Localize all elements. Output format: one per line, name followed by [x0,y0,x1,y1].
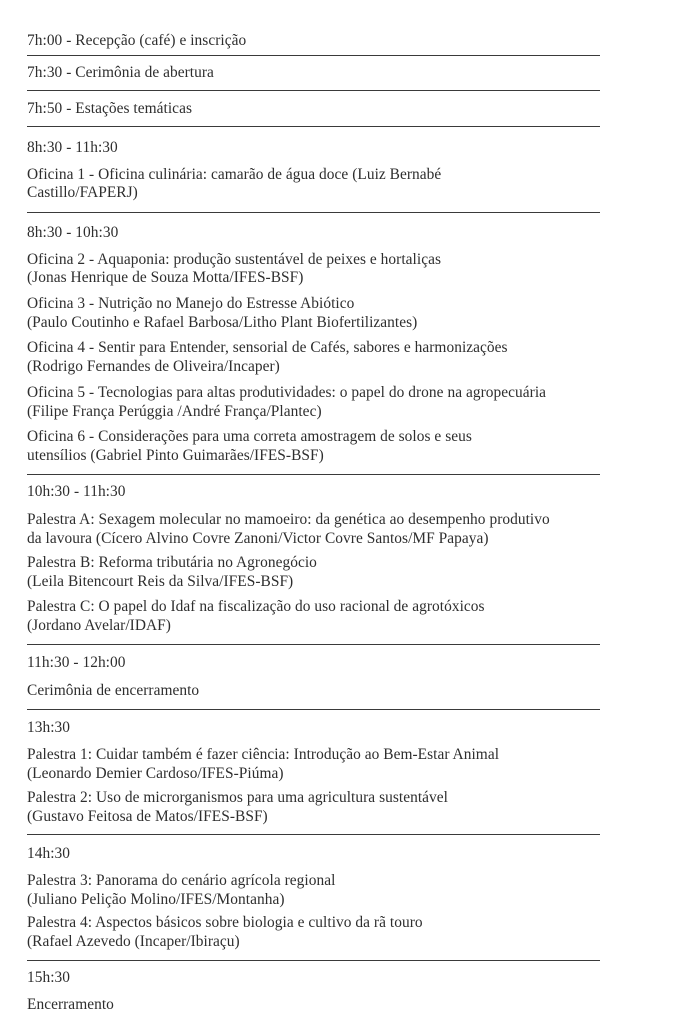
entry-line: Palestra 3: Panorama do cenário agrícola regional [27,872,336,889]
block-time: 8h:30 - 10h:30 [27,224,119,241]
entry-line: (Juliano Pelição Molino/IFES/Montanha) [27,891,285,908]
divider [27,960,600,961]
block-time: 10h:30 - 11h:30 [27,483,126,500]
entry-line: Castillo/FAPERJ) [27,184,138,201]
entry-line: Oficina 6 - Considerações para uma correta amostragem de solos e seus [27,428,472,445]
block-time: 13h:30 [27,719,71,736]
divider [27,709,600,710]
entry-line: (Rafael Azevedo (Incaper/Ibiraçu) [27,933,240,950]
entry-line: (Gustavo Feitosa de Matos/IFES-BSF) [27,808,268,825]
entry-line: Oficina 4 - Sentir para Entender, sensorial de Cafés, sabores e harmonizações [27,339,508,356]
entry-line: Palestra A: Sexagem molecular no mamoeiro: da genética ao desempenho produtivo [27,511,550,528]
entry-line: utensílios (Gabriel Pinto Guimarães/IFES-BSF) [27,447,324,464]
entry-line: (Leonardo Demier Cardoso/IFES-Piúma) [27,765,284,782]
schedule-item-recepcao: 7h:00 - Recepção (café) e inscrição [27,32,247,49]
entry-line: Palestra C: O papel do Idaf na fiscalização do uso racional de agrotóxicos [27,598,485,615]
divider [27,474,600,475]
entry-line: (Filipe França Perúggia /André França/Plantec) [27,403,322,420]
entry-line: (Leila Bitencourt Reis da Silva/IFES-BSF) [27,573,294,590]
entry-line: Oficina 3 - Nutrição no Manejo do Estresse Abiótico [27,295,355,312]
block-time: 8h:30 - 11h:30 [27,139,118,156]
block-time: 14h:30 [27,845,71,862]
entry-line: Encerramento [27,996,114,1013]
entry-line: Oficina 5 - Tecnologias para altas produtividades: o papel do drone na agropecuária [27,384,547,401]
divider [27,55,600,56]
entry-line: da lavoura (Cícero Alvino Covre Zanoni/Victor Covre Santos/MF Papaya) [27,530,489,547]
divider [27,90,600,91]
block-time: 15h:30 [27,969,71,986]
divider [27,834,600,835]
entry-line: (Jonas Henrique de Souza Motta/IFES-BSF) [27,269,304,286]
schedule-item-estacoes: 7h:50 - Estações temáticas [27,100,192,117]
entry-line: Palestra 2: Uso de microrganismos para uma agricultura sustentável [27,789,449,806]
divider [27,212,600,213]
entry-line: Oficina 1 - Oficina culinária: camarão de água doce (Luiz Bernabé [27,166,442,183]
entry-line: Palestra 1: Cuidar também é fazer ciência: Introdução ao Bem-Estar Animal [27,746,500,763]
schedule-item-abertura: 7h:30 - Cerimônia de abertura [27,64,214,81]
entry-line: (Jordano Avelar/IDAF) [27,617,171,634]
entry-line: (Rodrigo Fernandes de Oliveira/Incaper) [27,358,280,375]
entry-line: Cerimônia de encerramento [27,682,200,699]
entry-line: (Paulo Coutinho e Rafael Barbosa/Litho Plant Biofertilizantes) [27,314,418,331]
entry-line: Oficina 2 - Aquaponia: produção sustentável de peixes e hortaliças [27,251,442,268]
block-time: 11h:30 - 12h:00 [27,654,126,671]
divider [27,644,600,645]
divider [27,126,600,127]
entry-line: Palestra 4: Aspectos básicos sobre biologia e cultivo da rã touro [27,914,423,931]
entry-line: Palestra B: Reforma tributária no Agronegócio [27,554,317,571]
